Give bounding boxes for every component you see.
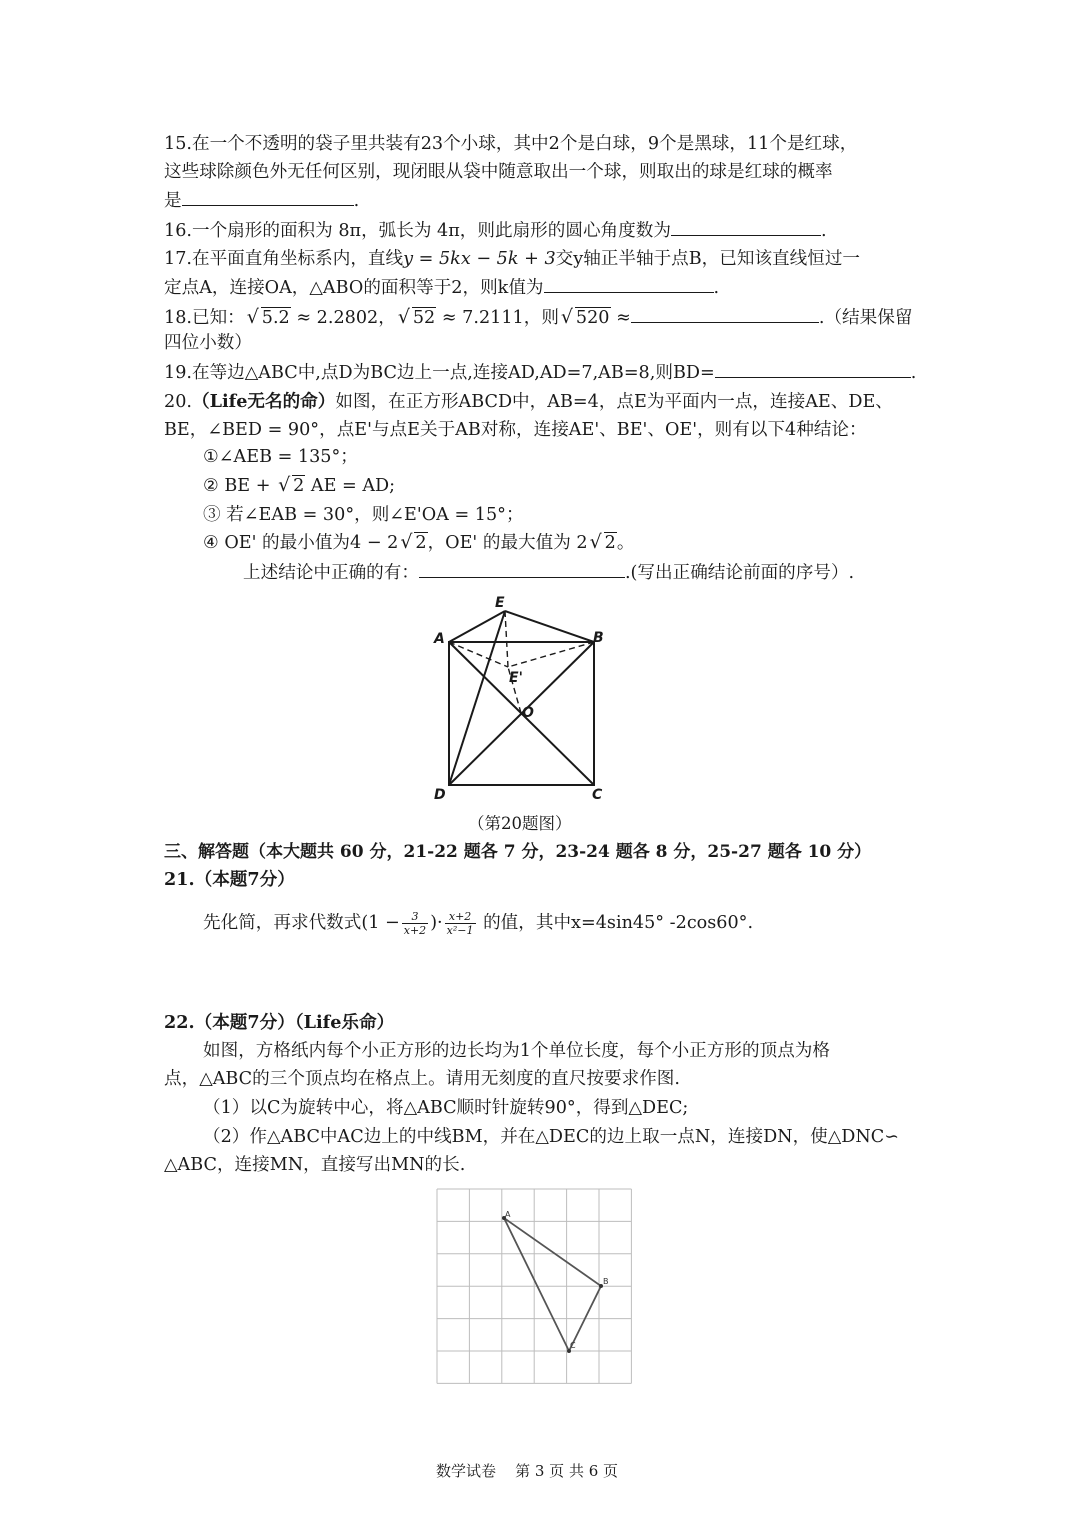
grid-label-c: C (570, 1341, 576, 1350)
q17-equation: y = 5kx − 5k + 3 (403, 249, 556, 269)
q22-grid-figure (436, 1188, 638, 1390)
q22-line-5: △ABC，连接MN，直接写出MN的长. (164, 1155, 466, 1175)
q17-prefix: 17.在平面直角坐标系内，直线 (164, 249, 404, 269)
q20-tag: （Life无名的命） (191, 391, 336, 412)
segment-ee-prime (505, 611, 508, 667)
q21-heading: 21.（本题7分） (164, 869, 295, 890)
q20-conclusion-3: ③ 若∠EAB = 30°，则∠E'OA = 15°； (203, 505, 524, 525)
q20-figure (420, 590, 620, 810)
q15-suffix: . (353, 191, 360, 211)
q19-suffix: . (910, 363, 917, 383)
q18-answer-blank[interactable] (631, 304, 819, 323)
q17-line-1 (164, 246, 860, 272)
q20-answer-prefix: 上述结论中正确的有： (243, 563, 419, 583)
q17-line2-suffix: . (713, 278, 720, 298)
segment-ae-prime (449, 642, 508, 667)
q19-text: 19.在等边△ABC中,点D为BC边上一点,连接AD,AD=7,AB=8,则BD= (164, 363, 715, 383)
q15-line-2: 这些球除颜色外无任何区别，现闭眼从袋中随意取出一个球，则取出的球是红球的概率 (164, 162, 833, 182)
sqrt-2-min: √ 2 (400, 531, 427, 553)
q17-suffix: 交y轴正半轴于点B，已知该直线恒过一 (555, 249, 861, 269)
q20-line1-text: 如图，在正方形ABCD中，AB=4，点E为平面内一点，连接AE、DE、 (335, 392, 893, 412)
sqrt-2: √ 2 (278, 474, 305, 496)
sqrt-5-2: √ 5.2 (246, 306, 290, 328)
q19-answer-blank[interactable] (715, 359, 911, 378)
segment-be (505, 611, 594, 642)
sqrt-520: √ 520 (560, 306, 610, 328)
q22-line-2: 点，△ABC的三个顶点均在格点上。请用无刻度的直尺按要求作图. (164, 1069, 680, 1089)
q20-answer-suffix: .(写出正确结论前面的序号）. (624, 563, 855, 583)
grid-label-b: B (603, 1277, 609, 1286)
q22-line-3: （1）以C为旋转中心，将△ABC顺时针旋转90°，得到△DEC; (203, 1098, 689, 1118)
q18-line-2: 四位小数） (164, 333, 252, 353)
q20-number: 20. (164, 392, 192, 412)
fraction-x-plus-2-over-x2-minus-1: $\frac{x+2}{\text{x²−1}}$ (446, 909, 474, 937)
label-a: A (434, 631, 445, 647)
q17-line2-prefix: 定点A，连接OA，△ABO的面积等于2，则k值为 (164, 278, 544, 298)
q20-conclusion-1: ①∠AEB = 135°； (203, 447, 358, 467)
sqrt-2-max: √ 2 (589, 531, 616, 553)
q22-heading: 22.（本题7分）（Life乐命） (164, 1012, 395, 1033)
q19-line (164, 359, 916, 386)
q15-prefix: 是 (164, 191, 182, 211)
triangle-abc (504, 1218, 601, 1351)
label-o: O (522, 705, 534, 721)
label-b: B (593, 630, 604, 646)
q16-text: 16.一个扇形的面积为 8π，弧长为 4π，则此扇形的圆心角度数为 (164, 221, 671, 241)
q21-expression-line: 先化简，再求代数式(1 − $\frac{3}{x+2}$ )· $\frac{x+2}{\text{x²−1}}$ 的值，其中x=4sin45° -2cos60°. (203, 909, 754, 937)
q15-line-3 (164, 187, 359, 214)
q18-value-2: ≈ 7.2111，则 (436, 308, 559, 328)
q20-conclusion-2: ② BE + √ 2 AE = AD; (203, 473, 395, 499)
fraction-3-over-x-plus-2: $\frac{3}{x+2}$ (403, 909, 427, 937)
q18-suffix: .（结果保留 (818, 308, 913, 328)
q16-suffix: . (820, 221, 827, 241)
q18-line-1 (164, 304, 912, 331)
footer-page: 第 3 页 共 6 页 (515, 1462, 619, 1480)
q22-line-1: 如图，方格纸内每个小正方形的边长均为1个单位长度，每个小正方形的顶点为格 (203, 1041, 830, 1061)
footer (436, 1458, 618, 1484)
label-d: D (434, 787, 446, 803)
q18-value-3: ≈ (610, 308, 631, 328)
q20-figure-caption: （第20题图） (468, 814, 572, 833)
grid-label-a: A (505, 1210, 511, 1219)
q18-value-1: ≈ 2.2802， (290, 308, 396, 328)
section-3-heading: 三、解答题（本大题共 60 分，21-22 题各 7 分，23-24 题各 8 分，25-27 题各 10 分） (164, 842, 872, 862)
q16-line (164, 217, 827, 244)
q18-prefix: 18.已知： (164, 308, 245, 328)
q20-answer-blank[interactable] (419, 559, 625, 578)
q16-answer-blank[interactable] (671, 217, 821, 236)
q20-conclusion-4: ④ OE' 的最小值为4 − 2 √ 2，OE' 的最大值为 2 √ 2。 (203, 530, 634, 556)
q17-answer-blank[interactable] (544, 274, 714, 293)
q17-line-2 (164, 274, 719, 301)
sqrt-52: √ 52 (397, 306, 436, 328)
label-e-prime: E' (509, 670, 523, 686)
q15-answer-blank[interactable] (182, 187, 354, 206)
q20-answer-line (243, 559, 854, 586)
q22-line-4: （2）作△ABC中AC边上的中线BM，并在△DEC的边上取一点N，连接DN，使△DNC∽ (203, 1127, 899, 1147)
q20-line-2: BE，∠BED = 90°，点E'与点E关于AB对称，连接AE'、BE'、OE'，则有以下4种结论： (164, 420, 867, 440)
q15-line-1: 15.在一个不透明的袋子里共装有23个小球，其中2个是白球，9个是黑球，11个是红球， (164, 134, 858, 154)
footer-subject: 数学试卷 (436, 1462, 497, 1480)
label-c: C (592, 787, 603, 803)
q20-line-1 (164, 389, 893, 415)
label-e: E (495, 595, 505, 611)
